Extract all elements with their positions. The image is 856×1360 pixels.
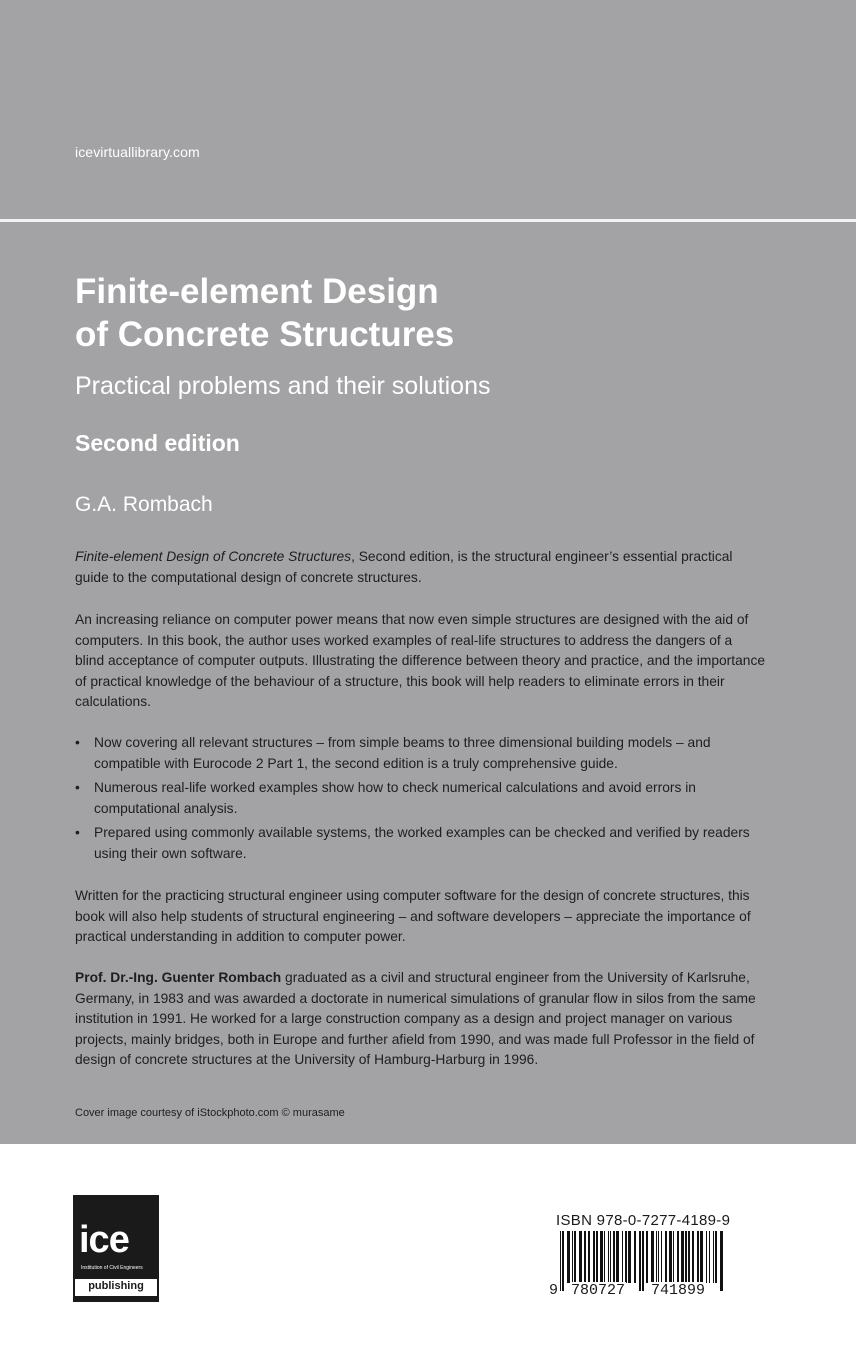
barcode-digits-left: 780727 bbox=[571, 1282, 626, 1299]
barcode-bar bbox=[567, 1231, 570, 1283]
logo-publishing-bar bbox=[75, 1279, 157, 1296]
barcode-bar bbox=[656, 1231, 657, 1283]
barcode-bar bbox=[700, 1231, 703, 1283]
barcode-bar bbox=[697, 1231, 699, 1283]
list-item-text: Prepared using commonly available systems, the worked examples can be checked and verified by readers using their own software. bbox=[94, 825, 750, 861]
list-item bbox=[75, 823, 765, 864]
barcode-bar bbox=[642, 1231, 644, 1291]
barcode-bar bbox=[688, 1231, 690, 1283]
barcode-bar bbox=[628, 1231, 631, 1283]
barcode-bar bbox=[661, 1231, 662, 1283]
ice-publishing-logo bbox=[73, 1195, 159, 1302]
barcode-bar bbox=[692, 1231, 694, 1283]
bullet-icon: • bbox=[75, 735, 80, 750]
barcode-bar bbox=[709, 1231, 710, 1283]
barcode-bar bbox=[720, 1231, 723, 1291]
author-bio-text: graduated as a civil and structural engineer from the University of Karlsruhe, Germany, in 1983 and was awarded a doctorate in numerical simulations of granular flow in silos from the same institution in 1991. He worked for a large construction company as a design and project manager on various projects, mainly bridges, both in Europe and further afield from 1990, and was made full Professor in the field of design of concrete structures at the University of Hamburg-Harburg in 1996. bbox=[75, 970, 756, 1068]
barcode-bar bbox=[715, 1231, 717, 1283]
book-author: G.A. Rombach bbox=[75, 493, 213, 516]
book-edition: Second edition bbox=[75, 430, 240, 456]
barcode-bar bbox=[651, 1231, 654, 1283]
barcode-bar bbox=[677, 1231, 679, 1283]
barcode-bar bbox=[706, 1231, 707, 1283]
barcode-bar bbox=[646, 1231, 648, 1283]
barcode-bar bbox=[616, 1231, 619, 1283]
barcode-digit-first: 9 bbox=[549, 1282, 559, 1299]
author-bio bbox=[75, 968, 765, 1071]
barcode-bar bbox=[673, 1231, 674, 1283]
barcode-bar bbox=[608, 1231, 609, 1283]
isbn-label: ISBN 978-0-7277-4189-9 bbox=[556, 1212, 731, 1229]
barcode-bar bbox=[560, 1231, 561, 1291]
logo-institution: Institution of Civil Engineers bbox=[81, 1265, 143, 1271]
barcode-bar bbox=[681, 1231, 684, 1283]
intro-rest: , Second edition, is the structural engineer’s essential practical guide to the computational design of concrete structures. bbox=[75, 549, 733, 585]
barcode-bar bbox=[579, 1231, 582, 1283]
barcode-bar bbox=[600, 1231, 603, 1283]
list-item bbox=[75, 733, 765, 774]
barcode-bar bbox=[713, 1231, 714, 1283]
barcode-bar bbox=[625, 1231, 627, 1283]
barcode-bar bbox=[584, 1231, 586, 1283]
website-link[interactable]: icevirtuallibrary.com bbox=[75, 144, 200, 160]
barcode-bar bbox=[562, 1231, 564, 1291]
barcode-bar bbox=[613, 1231, 615, 1283]
barcode-bar bbox=[572, 1231, 573, 1283]
barcode-bar bbox=[658, 1231, 659, 1283]
list-item bbox=[75, 778, 765, 819]
barcode-bar bbox=[665, 1231, 667, 1283]
barcode-bar bbox=[634, 1231, 636, 1283]
book-subtitle: Practical problems and their solutions bbox=[75, 372, 491, 400]
barcode-bar bbox=[639, 1231, 641, 1291]
paragraph-2: An increasing reliance on computer power means that now even simple structures are designed with the aid of computers. In this book, the author uses worked examples of real-life structures to address the dangers of a blind acceptance of computer outputs. Illustrating the difference between theory and practice, and the importance of practical knowledge of the behaviour of a structure, this book will help readers to eliminate errors in their calculations. bbox=[75, 612, 766, 710]
logo-publishing: publishing bbox=[88, 1280, 144, 1292]
book-title-line1: Finite-element Design bbox=[75, 272, 439, 311]
barcode-bar bbox=[669, 1231, 672, 1283]
bullet-icon: • bbox=[75, 825, 80, 841]
list-item-text: Now covering all relevant structures – from simple beams to three dimensional building models – and compatible with Eurocode 2 Part 1, the second edition is a truly comprehensive guide. bbox=[94, 735, 711, 771]
top-band bbox=[0, 0, 856, 219]
barcode-bar bbox=[588, 1231, 590, 1283]
barcode-bar bbox=[596, 1231, 598, 1283]
bullet-icon: • bbox=[75, 780, 80, 796]
book-title bbox=[75, 270, 795, 356]
author-bio-name: Prof. Dr.-Ing. Guenter Rombach bbox=[75, 970, 282, 985]
barcode-bar bbox=[604, 1231, 605, 1283]
feature-list bbox=[75, 733, 765, 869]
barcode-bar bbox=[574, 1231, 576, 1283]
logo-mark: ice bbox=[79, 1219, 129, 1261]
barcode-bar bbox=[622, 1231, 623, 1283]
barcode-digits-right: 741899 bbox=[651, 1282, 706, 1299]
barcode-bar bbox=[610, 1231, 611, 1283]
cover-credit: Cover image courtesy of iStockphoto.com © murasame bbox=[75, 1107, 345, 1119]
intro-paragraph bbox=[75, 547, 765, 588]
intro-title-italic: Finite-element Design of Concrete Structures bbox=[75, 549, 352, 564]
barcode-bar bbox=[685, 1231, 687, 1283]
barcode-bar bbox=[593, 1231, 595, 1283]
book-title-line2: of Concrete Structures bbox=[75, 315, 455, 354]
list-item-text: Numerous real-life worked examples show how to check numerical calculations and avoid errors in computational analysis. bbox=[94, 780, 696, 816]
paragraph-3: Written for the practicing structural engineer using computer software for the design of concrete structures, this book will also help students of structural engineering – and software developers – appreciate the importance of practical understanding in addition to computer power. bbox=[75, 888, 751, 945]
